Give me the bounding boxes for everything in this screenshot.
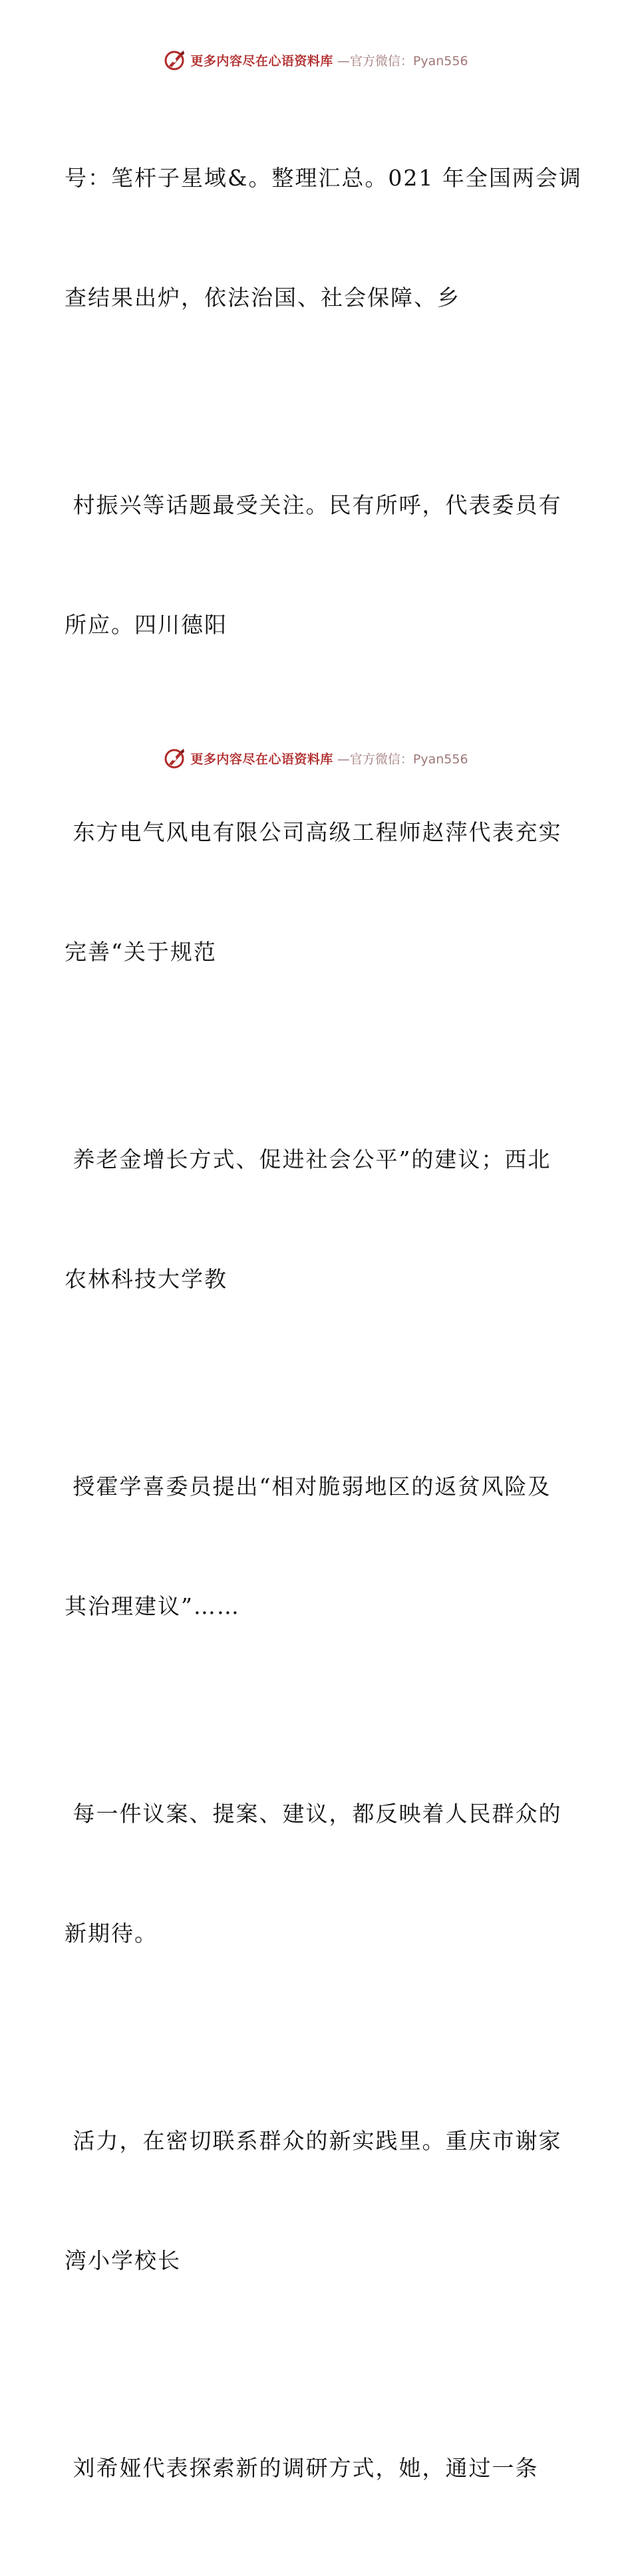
paragraph [65,733,562,1052]
paragraph [65,1060,557,1379]
pen-logo-icon [164,747,186,769]
text-line: 查结果出炉，依法治国、社会保障、乡 [65,285,460,311]
paragraph [65,2041,562,2361]
text-line: 农林科技大学教 [65,1266,228,1292]
footer-banner-inner [164,747,468,769]
footer-banner-text: 更多内容尽在心语资料库 [190,751,333,767]
header-banner-inner [164,49,468,71]
text-line: 新期待。 [65,1920,158,1946]
header-banner-suffix: —官方微信：Pyan556 [337,53,468,68]
text-line: 东方电气风电有限公司高级工程师赵萍代表充实 [65,819,562,845]
text-line: 活力，在密切联系群众的新实践里。重庆市谢家 [65,2128,562,2154]
document-body [65,78,582,2576]
paragraph [65,78,582,398]
text-line: 授霍学喜委员提出“相对脆弱地区的返贫风险及 [65,1474,552,1499]
text-line: 村振兴等话题最受关注。民有所呼，代表委员有 [65,492,562,518]
text-line: 所应。四川德阳 [65,612,228,638]
text-line: 每一件议案、提案、建议，都反映着人民群众的 [65,1801,562,1827]
paragraph [65,406,562,725]
text-line: 湾小学校长 [65,2248,181,2273]
text-line: 其治理建议”…… [65,1593,240,1619]
footer-banner-suffix: —官方微信：Pyan556 [337,751,468,767]
text-line: 养老金增长方式、促进社会公平”的建议；西北 [65,1146,552,1172]
header-banner [0,47,632,73]
footer-banner [0,745,632,771]
paragraph [65,1387,557,1706]
text-line: 刘希娅代表探索新的调研方式，她，通过一条 [65,2455,539,2481]
text-line: 号：笔杆子星域&。整理汇总。021 年全国两会调 [65,165,582,191]
paragraph [65,1714,562,2033]
header-banner-text: 更多内容尽在心语资料库 [190,53,333,68]
text-line: 完善“关于规范 [65,939,217,965]
paragraph [65,2369,557,2568]
pen-logo-icon [164,49,186,71]
